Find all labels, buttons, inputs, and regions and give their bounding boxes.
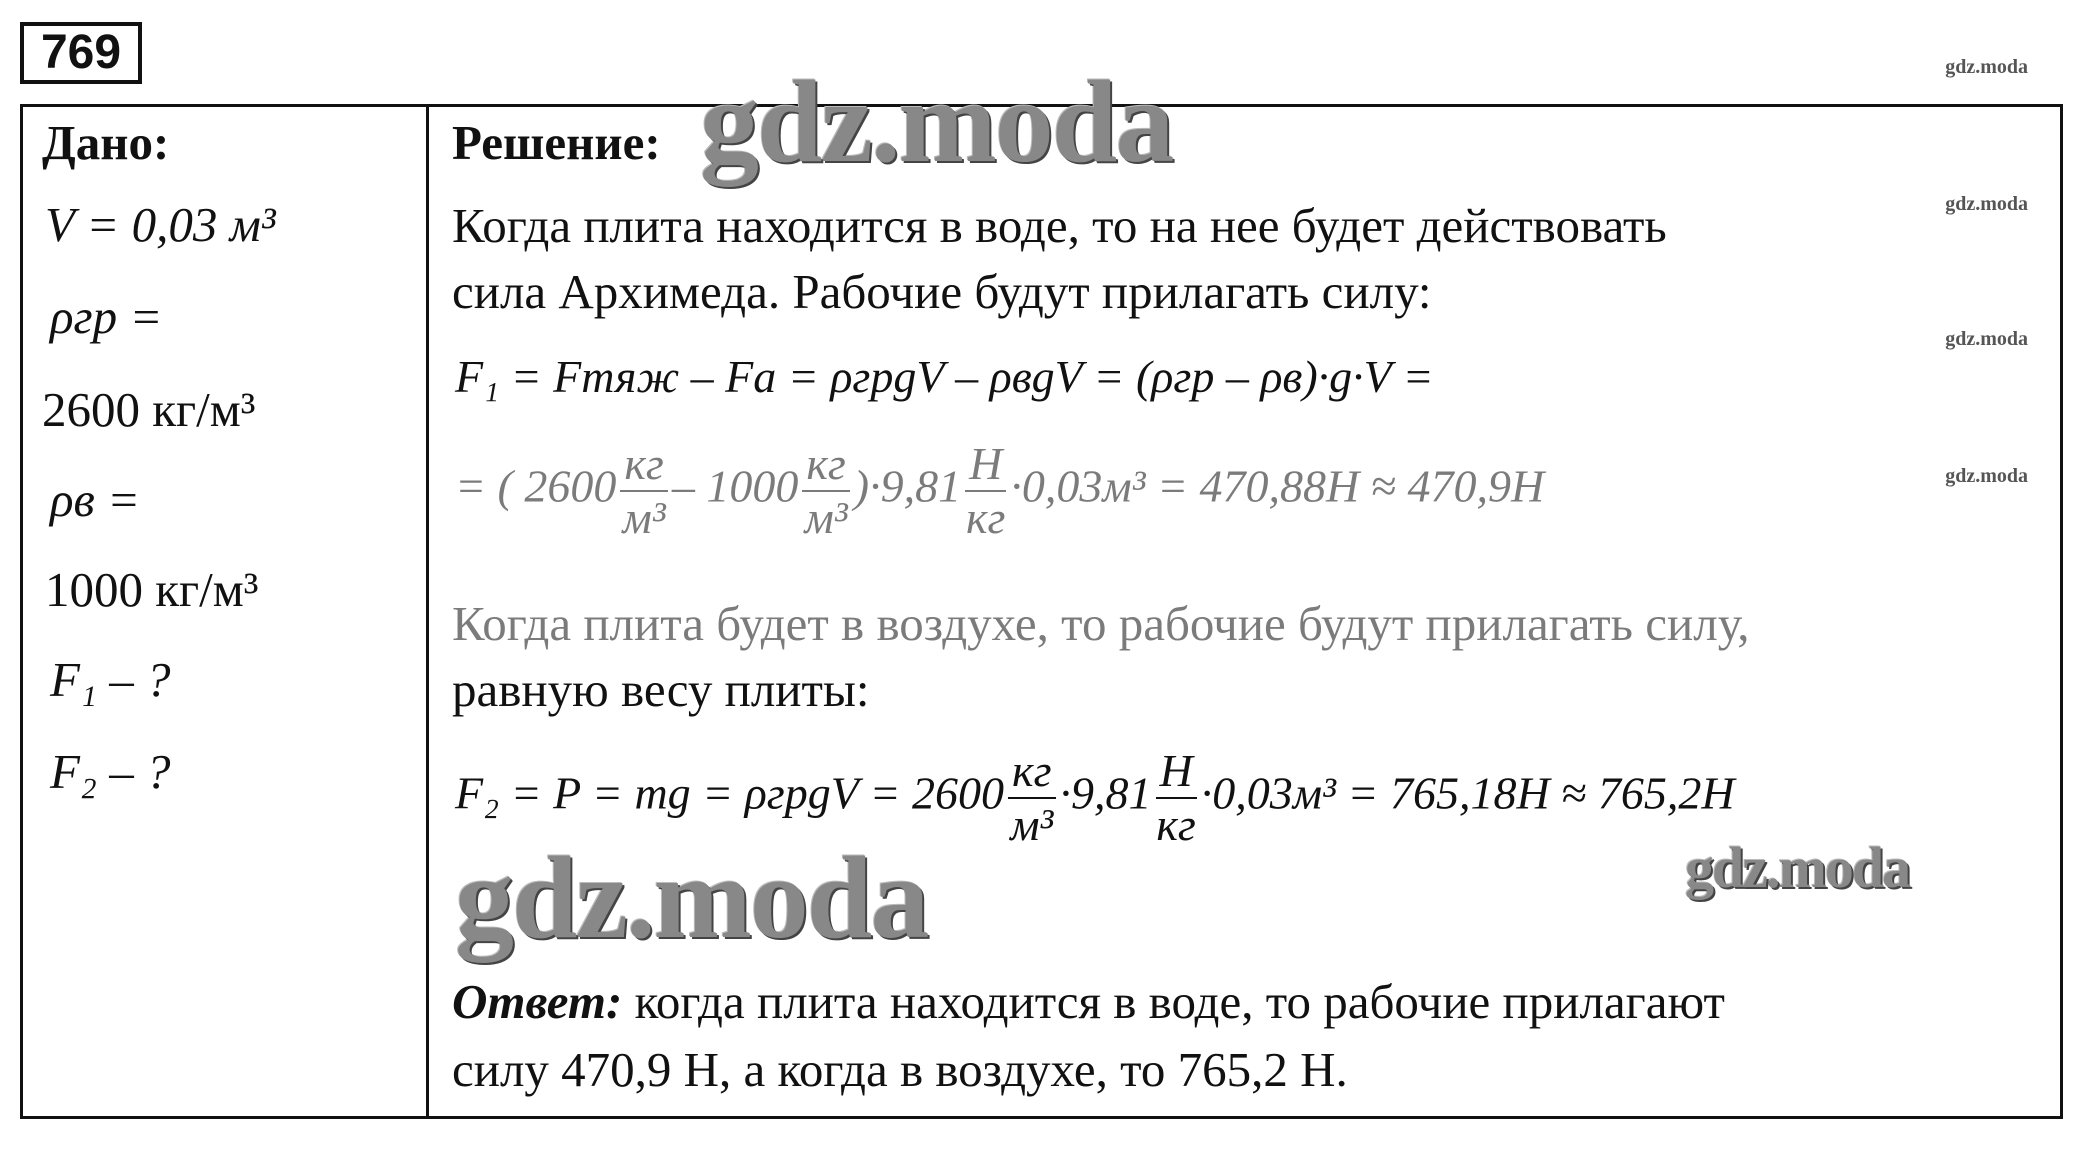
fraction-n-per-kg bbox=[965, 438, 1006, 544]
given-unknown-f1: F₁ – ? bbox=[50, 652, 171, 707]
formula3-post: ·0,03м³ = 765,18Н ≈ 765,2Н bbox=[1200, 767, 1735, 819]
solution-paragraph2-line1: Когда плита будет в воздухе, то рабочие будут прилагать силу, bbox=[452, 596, 1750, 651]
watermark-small-1: gdz.moda bbox=[1945, 56, 2028, 78]
frac-denominator: кг bbox=[1156, 799, 1196, 850]
formula3-pre: F₂ = P = mg = ρгрgV = 2600 bbox=[455, 767, 1005, 819]
fraction-n-per-kg bbox=[1156, 745, 1197, 851]
answer-text1: когда плита находится в воде, то рабочие прилагают bbox=[634, 974, 1725, 1029]
solution-header: Решение: bbox=[452, 115, 661, 170]
fraction-kg-per-m3 bbox=[1008, 745, 1055, 851]
formula2-mid2: )·9,81 bbox=[853, 460, 962, 512]
given-density-water-label: ρв = bbox=[50, 472, 141, 527]
given-density-granite-value: 2600 кг/м³ bbox=[42, 382, 256, 437]
watermark-small-2: gdz.moda bbox=[1945, 193, 2028, 215]
frac-numerator: кг bbox=[620, 438, 667, 492]
problem-number: 769 bbox=[20, 22, 142, 84]
fraction-kg-per-m3 bbox=[802, 438, 849, 544]
given-header: Дано: bbox=[42, 115, 170, 170]
frac-numerator: Н bbox=[965, 438, 1006, 492]
column-divider bbox=[426, 104, 429, 1119]
watermark-small-4: gdz.moda bbox=[1945, 465, 2028, 487]
given-unknown-f2: F₂ – ? bbox=[50, 744, 171, 799]
answer-line2: силу 470,9 Н, а когда в воздухе, то 765,2 Н. bbox=[452, 1042, 1348, 1097]
solution-paragraph2-line2: равную весу плиты: bbox=[452, 662, 870, 717]
answer-label: Ответ: bbox=[452, 974, 623, 1029]
frac-denominator: м³ bbox=[804, 492, 848, 543]
frac-denominator: м³ bbox=[1010, 799, 1054, 850]
fraction-kg-per-m3 bbox=[620, 438, 667, 544]
watermark-large-top: gdz.moda bbox=[700, 56, 1173, 187]
formula2-post: ·0,03м³ = 470,88Н ≈ 470,9Н bbox=[1010, 460, 1545, 512]
formula-f1-derivation: F₁ = Fтяж – Fа = ρгрgV – ρвgV = (ρгр – ρв)·g·V = bbox=[455, 351, 1434, 402]
watermark-medium: gdz.moda bbox=[1685, 835, 1910, 900]
frac-numerator: Н bbox=[1156, 745, 1197, 799]
watermark-small-3: gdz.moda bbox=[1945, 328, 2028, 350]
given-density-granite-label: ρгр = bbox=[50, 289, 163, 344]
frac-denominator: кг bbox=[966, 492, 1006, 543]
solution-paragraph1-line1: Когда плита находится в воде, то на нее будет действовать bbox=[452, 198, 1667, 253]
formula3-mid: ·9,81 bbox=[1059, 767, 1152, 819]
answer-line1 bbox=[452, 972, 1725, 1032]
frac-numerator: кг bbox=[802, 438, 849, 492]
watermark-large-bottom: gdz.moda bbox=[455, 832, 928, 963]
given-volume: V = 0,03 м³ bbox=[45, 197, 276, 252]
formula2-mid1: – 1000 bbox=[671, 460, 799, 512]
formula-f1-numeric bbox=[455, 438, 1544, 544]
formula2-pre: = ( 2600 bbox=[455, 460, 617, 512]
solution-paragraph1-line2: сила Архимеда. Рабочие будут прилагать силу: bbox=[452, 264, 1432, 319]
frac-denominator: м³ bbox=[622, 492, 666, 543]
given-density-water-value: 1000 кг/м³ bbox=[45, 562, 259, 617]
frac-numerator: кг bbox=[1008, 745, 1055, 799]
